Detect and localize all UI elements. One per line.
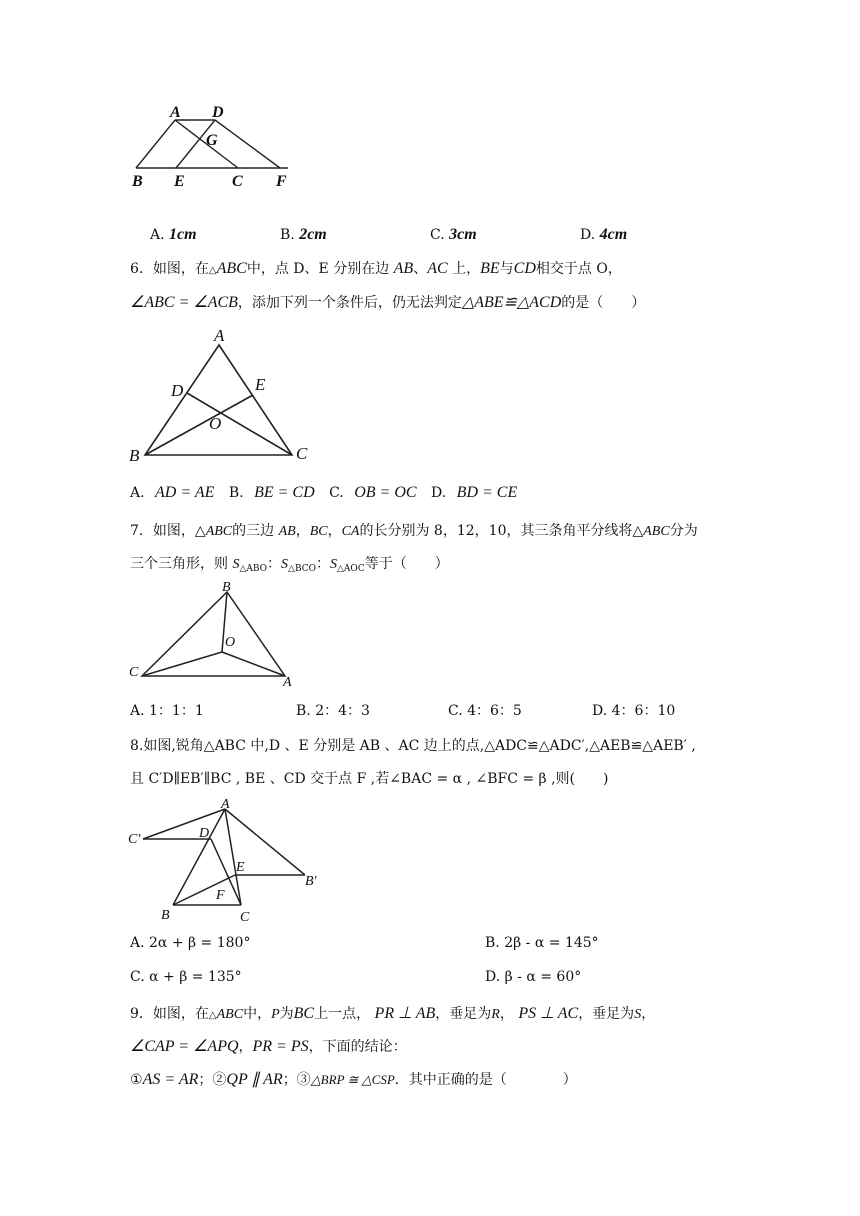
q5-option-d bbox=[580, 226, 627, 244]
label-D: D bbox=[212, 104, 224, 121]
option-label: A. bbox=[150, 227, 165, 243]
q8-option-c: C. α + β = 135° bbox=[130, 969, 242, 985]
option-label: D. bbox=[431, 485, 447, 501]
option-label: C. bbox=[329, 485, 344, 501]
label-B: B bbox=[161, 908, 170, 923]
segment-DF bbox=[215, 120, 280, 168]
label-C-prime: C′ bbox=[128, 832, 141, 847]
option-value: AD = AE bbox=[155, 484, 215, 501]
option-value: 4cm bbox=[599, 226, 628, 243]
figure-q5 bbox=[128, 100, 308, 195]
label-F: F bbox=[216, 888, 225, 903]
q9-line1: 9．如图，在△ABC中，P为BC上一点， PR ⊥ AB，垂足为R， PS ⊥ AC，垂足为S， bbox=[130, 1005, 656, 1022]
bisector-AO bbox=[222, 652, 285, 676]
q7-line1: 7．如图，△ABC的三边 AB，BC，CA的长分别为 8，12，10，其三条角平分线将△ABC分为 bbox=[130, 523, 698, 539]
label-A: A bbox=[214, 326, 225, 345]
q8-line1: 8.如图,锐角△ABC 中,D 、E 分别是 AB 、AC 边上的点,△ADC≌△ADC′,△AEB≌△AEB′ , bbox=[130, 738, 696, 754]
option-value: BD = CE bbox=[456, 484, 518, 501]
q7-option-b: B. 2：4：3 bbox=[296, 703, 370, 719]
label-G: G bbox=[206, 132, 218, 149]
option-label: C. bbox=[430, 227, 445, 243]
triangle-ABC bbox=[142, 592, 285, 676]
label-A: A bbox=[283, 675, 292, 690]
label-E: E bbox=[255, 375, 266, 394]
label-O: O bbox=[209, 414, 222, 433]
q7-option-d: D. 4：6：10 bbox=[592, 703, 676, 719]
option-value: OB = OC bbox=[354, 484, 417, 501]
q8-option-b: B. 2β - α = 145° bbox=[485, 935, 599, 951]
q8-option-d: D. β - α = 60° bbox=[485, 969, 582, 985]
segment-AC1 bbox=[143, 809, 225, 839]
option-value: 1cm bbox=[169, 226, 197, 243]
option-value: BE = CD bbox=[254, 484, 315, 501]
segment-BE bbox=[145, 395, 253, 455]
q9-line3: ①AS = AR；②QP ∥ AR；③△BRP ≅ △CSP．其中正确的是（ ） bbox=[130, 1071, 577, 1088]
label-C: C bbox=[240, 910, 250, 925]
q5-option-a bbox=[150, 226, 197, 244]
segment-AC bbox=[225, 809, 241, 905]
label-B: B bbox=[129, 446, 140, 465]
q5-option-c bbox=[430, 226, 477, 244]
option-label: D. bbox=[580, 227, 596, 243]
figure-q7 bbox=[125, 578, 305, 690]
label-E: E bbox=[174, 173, 185, 190]
figure-q8 bbox=[125, 795, 335, 925]
option-label: A. bbox=[130, 485, 145, 501]
option-label: B. bbox=[280, 227, 295, 243]
label-D: D bbox=[199, 826, 210, 841]
label-A: A bbox=[221, 797, 230, 812]
q6-options bbox=[130, 484, 517, 502]
segment-BE bbox=[173, 875, 235, 905]
label-C: C bbox=[232, 173, 243, 190]
label-A: A bbox=[170, 104, 181, 121]
q7-option-a: A. 1：1：1 bbox=[130, 703, 204, 719]
q5-option-b bbox=[280, 226, 327, 244]
option-label: B. bbox=[228, 485, 244, 501]
triangle-ABC bbox=[145, 345, 292, 455]
option-value: 3cm bbox=[449, 226, 477, 243]
q6-line1: 6．如图，在△ABC中，点 D、E 分别在边 AB、AC 上，BE与CD相交于点 O， bbox=[130, 260, 622, 277]
q7-option-c: C. 4：6：5 bbox=[448, 703, 522, 719]
label-C: C bbox=[296, 444, 308, 463]
q8-option-a: A. 2α + β = 180° bbox=[130, 935, 251, 951]
option-value: 2cm bbox=[299, 226, 327, 243]
q7-line2: 三个三角形，则 $S_{\triangle ABO}$：$S_{\triangle BCO}$：$S_{\triangle AOC}$等于（ ） bbox=[130, 556, 449, 574]
figure-q6 bbox=[125, 325, 325, 465]
label-O: O bbox=[225, 635, 236, 650]
q6-line2: ∠ABC = ∠ACB，添加下列一个条件后，仍无法判定△ABE≌△ACD的是（ ） bbox=[130, 294, 646, 311]
label-F: F bbox=[276, 173, 287, 190]
label-B: B bbox=[222, 580, 231, 595]
q8-line2: 且 C′D∥EB′∥BC , BE 、CD 交于点 F ,若∠BAC = α , ∠BFC = β ,则( ) bbox=[130, 771, 609, 787]
label-D: D bbox=[171, 381, 184, 400]
label-B: B bbox=[132, 173, 143, 190]
label-E: E bbox=[236, 860, 245, 875]
label-C: C bbox=[129, 665, 139, 680]
q9-line2: ∠CAP = ∠APQ，PR = PS，下面的结论： bbox=[130, 1038, 407, 1055]
segment-AB bbox=[136, 120, 175, 168]
label-B-prime: B′ bbox=[305, 874, 317, 889]
